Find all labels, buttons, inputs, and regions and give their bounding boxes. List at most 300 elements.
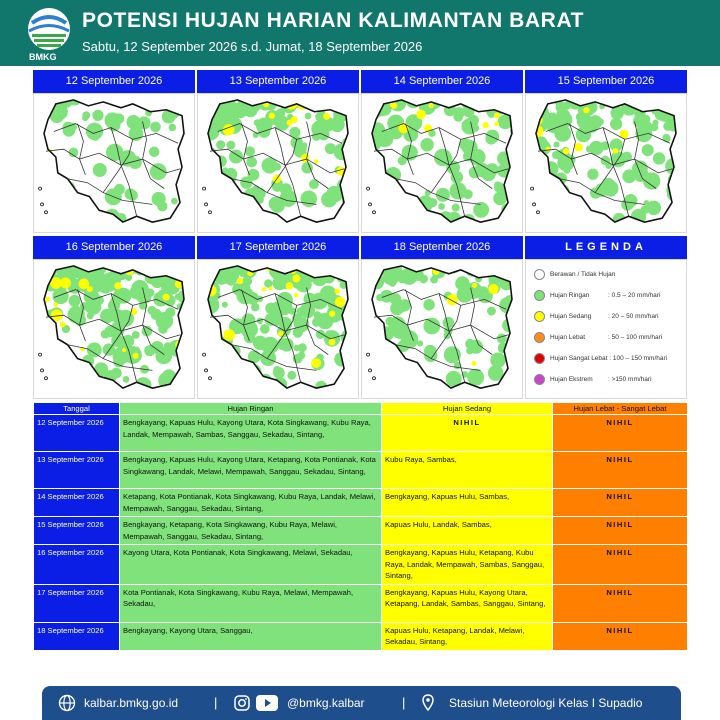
rain-cell-light [105, 112, 121, 128]
rain-cell-light [260, 350, 276, 366]
rain-cell-light [178, 290, 192, 304]
map-panel-date: 17 September 2026 [197, 236, 359, 259]
legend-item: Berawan / Tidak Hujan [534, 269, 608, 283]
rain-cell-moderate [294, 293, 298, 297]
regency-border [78, 124, 86, 175]
table-header-row [34, 403, 688, 415]
rain-cell-light [90, 97, 97, 104]
rain-coverage [366, 259, 519, 391]
island [537, 211, 540, 214]
rain-cell-light [370, 170, 378, 178]
rain-cell-light [389, 181, 399, 191]
header-sedang: Hujan Sedang [382, 403, 553, 415]
cell-sedang: Kubu Raya, Sambas, [382, 452, 553, 489]
rain-cell-light [204, 375, 211, 382]
rain-cell-light [494, 263, 501, 270]
cell-date: 12 September 2026 [34, 415, 120, 452]
island [203, 353, 206, 356]
cell-ringan: Kayong Utara, Kota Pontianak, Kota Singkawang, Melawi, Sekadau, [120, 545, 382, 585]
rain-cell-light [664, 98, 674, 108]
header-lebat: Hujan Lebat - Sangat Lebat [553, 403, 688, 415]
legend-swatch [534, 290, 545, 301]
rain-cell-light [499, 95, 516, 112]
map-panel-date: 18 September 2026 [361, 236, 523, 259]
rain-cell-light [367, 101, 380, 114]
rain-cell-light [172, 95, 183, 106]
rain-cell-light [467, 369, 484, 386]
rain-cell-light [144, 263, 153, 272]
rain-cell-light [215, 373, 230, 388]
rain-cell-light [287, 371, 296, 380]
rain-cell-light [280, 338, 294, 352]
rain-cell-light [369, 274, 384, 289]
rain-cell-light [397, 359, 407, 369]
island [369, 369, 372, 372]
island [533, 203, 536, 206]
island [373, 211, 376, 214]
rain-cell-light [486, 265, 493, 272]
rain-coverage [531, 93, 684, 227]
rain-cell-light [490, 353, 505, 368]
rain-cell-light [469, 95, 478, 104]
rain-cell-moderate [335, 297, 345, 307]
rain-cell-light [647, 201, 661, 215]
rain-cell-light [543, 182, 553, 192]
rain-cell-light [93, 163, 107, 177]
cell-date: 14 September 2026 [34, 489, 120, 517]
rain-cell-moderate [323, 113, 330, 120]
cell-sedang: Kapuas Hulu, Landak, Sambas, [382, 517, 553, 545]
rain-cell-moderate [54, 302, 59, 307]
rain-cell-light [245, 146, 255, 156]
cell-ringan: Bengkayang, Ketapang, Kota Singkawang, Kubu Raya, Melawi, Mempawah, Sanggau, Sekadau, Sintang, [120, 517, 382, 545]
map-grid [33, 70, 687, 400]
rain-cell-light [179, 107, 186, 114]
footer-separator: | [214, 695, 218, 710]
table-row [34, 622, 688, 650]
rain-cell-light [375, 160, 383, 168]
rain-cell-moderate [494, 112, 500, 118]
rain-cell-light [135, 286, 151, 302]
rain-cell-light [141, 94, 157, 110]
rain-cell-light [157, 201, 167, 211]
rain-cell-light [305, 113, 312, 120]
rain-cell-moderate [329, 339, 336, 346]
legend-item: Hujan Ekstrem : >150 mm/hari [534, 374, 652, 388]
cell-lebat: NIHIL [606, 587, 634, 597]
rain-cell-light [198, 359, 214, 375]
rain-cell-light [622, 169, 636, 183]
rain-cell-light [179, 263, 192, 276]
rain-cell-light [69, 148, 79, 158]
rain-cell-moderate [482, 122, 489, 129]
rain-cell-light [259, 374, 271, 386]
rain-cell-moderate [488, 284, 498, 294]
rain-cell-light [156, 312, 174, 330]
rain-cell-light [487, 307, 496, 316]
globe-icon [58, 694, 76, 712]
rain-cell-light [181, 101, 187, 107]
legend-swatch [534, 269, 545, 280]
rain-map [33, 93, 195, 233]
map-panel-7 [361, 236, 523, 399]
rain-cell-light [340, 263, 349, 272]
rain-cell-light [252, 185, 261, 194]
rain-cell-light [652, 96, 662, 106]
cell-date: 17 September 2026 [34, 584, 120, 622]
legend-swatch [534, 353, 545, 364]
rain-cell-light [487, 265, 499, 277]
rain-cell-light [321, 191, 337, 207]
rain-cell-light [311, 121, 328, 138]
map-panel-date: 14 September 2026 [361, 70, 523, 93]
rain-cell-light [569, 196, 584, 211]
island [203, 187, 206, 190]
rain-coverage [364, 93, 522, 227]
rain-cell-moderate [574, 143, 582, 151]
cell-date: 15 September 2026 [34, 517, 120, 545]
legend-item: Hujan Sedang : 20 – 50 mm/hari [534, 311, 659, 325]
legend-title: LEGENDA [525, 236, 687, 259]
rain-cell-moderate [472, 361, 477, 366]
rain-cell-moderate [668, 99, 675, 106]
island [367, 353, 370, 356]
rain-cell-moderate [114, 282, 121, 289]
rain-cell-light [241, 105, 253, 117]
rain-cell-light [221, 344, 229, 352]
rain-cell-light [366, 259, 383, 275]
rain-cell-moderate [133, 353, 139, 359]
island [209, 211, 212, 214]
cell-lebat: NIHIL [606, 492, 634, 501]
rain-cell-moderate [286, 282, 293, 289]
rain-cell-light [438, 203, 445, 210]
map-panel-2 [197, 70, 359, 233]
rain-cell-light [494, 181, 501, 188]
table-row [34, 415, 688, 452]
rain-cell-light [82, 111, 90, 119]
rain-cell-light [222, 302, 228, 308]
rain-cell-light [233, 213, 245, 225]
rain-cell-moderate [60, 322, 66, 328]
youtube-icon[interactable] [256, 695, 278, 711]
rain-cell-light [226, 141, 235, 150]
island [205, 203, 208, 206]
map-panel-date: 15 September 2026 [525, 70, 687, 93]
legend-item: Hujan Sangat Lebat : 100 – 150 mm/hari [534, 353, 667, 367]
rain-cell-light [436, 188, 450, 202]
rain-cell-light [43, 262, 55, 274]
rain-cell-light [301, 263, 308, 270]
rain-cell-moderate [269, 113, 275, 119]
rain-cell-light [343, 103, 356, 116]
rain-cell-light [269, 197, 283, 211]
rain-cell-light [642, 115, 651, 124]
cell-sedang: Bengkayang, Kapuas Hulu, Ketapang, Kubu Raya, Landak, Mempawah, Sambas, Sanggau, Sintang, [382, 545, 553, 585]
rain-cell-light [531, 103, 539, 111]
island [45, 211, 48, 214]
map-panel-4 [525, 70, 687, 233]
rain-cell-moderate [41, 267, 48, 274]
instagram-icon[interactable] [234, 695, 250, 711]
rain-cell-light [553, 142, 559, 148]
island [369, 203, 372, 206]
rain-cell-moderate [312, 265, 321, 274]
station-name: Stasiun Meteorologi Kelas I Supadio [449, 696, 643, 710]
rain-cell-light [397, 272, 408, 283]
cell-ringan: Bengkayang, Kapuas Hulu, Kayong Utara, Kota Singkawang, Kubu Raya, Landak, Mempawah, Sambas, Sanggau, Sekadau, Sintang, [120, 415, 382, 452]
social-handle[interactable]: @bmkg.kalbar [287, 696, 365, 710]
legend-swatch [534, 374, 545, 385]
rain-cell-light [204, 277, 210, 283]
island [39, 187, 42, 190]
rain-cell-moderate [334, 288, 340, 294]
map-panel-date: 12 September 2026 [33, 70, 195, 93]
cell-date: 16 September 2026 [34, 545, 120, 585]
rain-cell-light [217, 199, 233, 215]
rain-cell-moderate [157, 265, 163, 271]
rain-cell-light [452, 204, 460, 212]
rain-cell-light [223, 180, 231, 188]
rain-cell-light [71, 372, 84, 385]
rain-cell-light [228, 363, 243, 378]
rain-coverage [198, 259, 356, 393]
rain-map [361, 259, 523, 399]
cell-ringan: Bengkayang, Kayong Utara, Sanggau, [120, 622, 382, 650]
cell-sedang: Bengkayang, Kapuas Hulu, Kayong Utara, Ketapang, Landak, Sambas, Sanggau, Sintang, [382, 584, 553, 622]
rain-cell-light [338, 98, 353, 113]
rain-cell-light [147, 306, 156, 315]
rain-cell-light [120, 265, 127, 272]
rain-cell-light [654, 99, 661, 106]
rain-cell-light [553, 211, 560, 218]
map-panel-1 [33, 70, 195, 233]
island [45, 377, 48, 380]
rain-cell-light [238, 194, 244, 200]
rain-coverage [37, 259, 193, 395]
cell-date: 18 September 2026 [34, 622, 120, 650]
rain-cell-moderate [613, 148, 619, 154]
cell-sedang: Bengkayang, Kapuas Hulu, Sambas, [382, 489, 553, 517]
rain-cell-light [181, 95, 191, 105]
rain-cell-light [298, 351, 305, 358]
rain-cell-moderate [269, 286, 273, 290]
regency-border [439, 294, 465, 383]
table-row [34, 452, 688, 489]
rain-cell-light [481, 259, 498, 275]
rain-cell-moderate [546, 147, 551, 152]
page-subtitle: Sabtu, 12 September 2026 s.d. Jumat, 18 September 2026 [82, 39, 423, 54]
rain-cell-light [565, 199, 580, 214]
rain-cell-light [103, 343, 115, 355]
island [373, 377, 376, 380]
rain-cell-light [265, 313, 278, 326]
island [41, 203, 44, 206]
rain-cell-light [382, 204, 398, 220]
island [41, 369, 44, 372]
rain-cell-light [534, 136, 547, 149]
rain-cell-light [123, 376, 130, 383]
map-panel-3 [361, 70, 523, 233]
rain-cell-light [451, 171, 463, 183]
legend-swatch [534, 311, 545, 322]
rain-cell-light [111, 368, 122, 379]
rain-map [197, 93, 359, 233]
rain-cell-light [300, 191, 317, 208]
island [39, 353, 42, 356]
rain-cell-light [92, 110, 103, 121]
rain-cell-light [293, 328, 303, 338]
rain-cell-light [273, 163, 281, 171]
rain-cell-light [38, 263, 53, 278]
rain-cell-light [507, 313, 518, 324]
rain-cell-light [376, 370, 389, 383]
header-ringan: Hujan Ringan [120, 403, 382, 415]
rain-cell-light [556, 184, 570, 198]
rain-cell-light [313, 101, 320, 108]
rain-cell-light [251, 303, 259, 311]
rain-cell-light [553, 114, 568, 129]
rain-cell-light [385, 167, 401, 183]
cell-ringan: Bengkayang, Kapuas Hulu, Kayong Utara, Ketapang, Kota Pontianak, Kota Singkawang, Landak, Melawi, Mempawah, Sanggau, Sekadau, Sintang, [120, 452, 382, 489]
cell-lebat: NIHIL [606, 418, 634, 427]
cell-date: 13 September 2026 [34, 452, 120, 489]
rain-cell-light [379, 196, 392, 209]
legend-item: Hujan Lebat : 50 – 100 mm/hari [534, 332, 662, 346]
rain-cell-light [343, 349, 352, 358]
rain-cell-light [502, 95, 517, 110]
rain-cell-moderate [428, 103, 433, 108]
rain-cell-light [377, 210, 392, 225]
rain-map [361, 93, 523, 233]
rain-cell-moderate [329, 310, 335, 316]
website-link[interactable]: kalbar.bmkg.go.id [84, 696, 179, 710]
rain-cell-light [327, 93, 343, 108]
rain-cell-light [428, 198, 437, 207]
rain-cell-moderate [416, 110, 426, 120]
cell-sedang: NIHIL [453, 418, 481, 427]
rain-cell-light [376, 130, 393, 147]
rain-cell-light [61, 378, 69, 386]
rain-cell-light [171, 198, 178, 205]
rain-cell-moderate [223, 329, 235, 341]
rain-cell-light [230, 262, 243, 275]
rain-cell-light [600, 141, 609, 150]
rain-cell-light [276, 299, 293, 316]
rain-map [33, 259, 195, 399]
rain-cell-light [298, 343, 307, 352]
rain-cell-light [370, 106, 377, 113]
rain-cell-light [244, 332, 255, 343]
rain-coverage [43, 94, 191, 224]
rain-cell-light [653, 152, 665, 164]
rain-cell-light [316, 98, 328, 110]
rain-cell-light [453, 112, 463, 122]
header-date: Tanggal [34, 403, 120, 415]
rain-cell-light [313, 267, 321, 275]
table-row [34, 584, 688, 622]
rain-cell-light [93, 379, 100, 386]
rain-cell-light [80, 302, 89, 311]
table-row [34, 517, 688, 545]
rain-cell-moderate [563, 148, 569, 154]
map-panel-6 [197, 236, 359, 399]
rain-table [33, 402, 688, 651]
map-panel-date: 16 September 2026 [33, 236, 195, 259]
cell-lebat: NIHIL [606, 455, 634, 464]
rain-cell-light [497, 334, 507, 344]
rain-map [197, 259, 359, 399]
rain-cell-moderate [311, 358, 321, 368]
footer-bar [42, 686, 681, 720]
rain-cell-light [302, 259, 316, 273]
map-panel-date: 13 September 2026 [197, 70, 359, 93]
rain-cell-light [50, 179, 61, 190]
map-panel-5 [33, 236, 195, 399]
cell-ringan: Ketapang, Kota Pontianak, Kota Singkawang, Kubu Raya, Landak, Melawi, Mempawah, Sanggau, Sekadau, Sintang, [120, 489, 382, 517]
rain-cell-light [586, 145, 593, 152]
rain-cell-light [304, 93, 320, 108]
rain-cell-moderate [137, 264, 145, 272]
rain-cell-light [490, 93, 505, 108]
rain-cell-light [69, 295, 81, 307]
rain-cell-light [254, 119, 261, 126]
rain-cell-light [106, 282, 115, 291]
rain-cell-light [423, 299, 434, 310]
rain-cell-light [443, 317, 455, 329]
island [209, 377, 212, 380]
rain-cell-light [113, 356, 124, 367]
legend-panel [525, 236, 687, 399]
rain-cell-moderate [325, 265, 332, 272]
cell-lebat: NIHIL [606, 520, 634, 529]
rain-cell-light [645, 98, 657, 110]
rain-cell-light [216, 188, 228, 200]
page-title: POTENSI HUJAN HARIAN KALIMANTAN BARAT [82, 9, 585, 32]
rain-cell-light [459, 138, 472, 151]
rain-cell-light [201, 261, 212, 272]
rain-cell-light [423, 318, 440, 335]
legend-swatch [534, 332, 545, 343]
rain-cell-moderate [60, 277, 71, 288]
rain-cell-light [214, 105, 231, 122]
rain-cell-light [338, 205, 353, 220]
rain-cell-moderate [79, 279, 90, 290]
rain-cell-light [149, 147, 159, 157]
rain-cell-light [444, 346, 461, 363]
logo-text: BMKG [29, 52, 57, 62]
rain-cell-light [199, 319, 214, 334]
island [367, 187, 370, 190]
rain-cell-moderate [400, 203, 406, 209]
footer-separator: | [402, 695, 406, 710]
rain-cell-light [587, 169, 598, 180]
rain-cell-moderate [292, 274, 300, 282]
rain-cell-light [564, 167, 571, 174]
rain-map [525, 93, 687, 233]
rain-coverage [202, 93, 358, 226]
rain-cell-light [246, 157, 257, 168]
island [205, 369, 208, 372]
rain-cell-light [38, 344, 50, 356]
rain-cell-moderate [472, 283, 477, 288]
rain-cell-light [60, 181, 75, 196]
rain-cell-light [158, 97, 164, 103]
rain-cell-light [490, 260, 504, 274]
rain-cell-light [390, 302, 404, 316]
rain-cell-light [150, 122, 161, 133]
rain-cell-light [173, 97, 186, 110]
